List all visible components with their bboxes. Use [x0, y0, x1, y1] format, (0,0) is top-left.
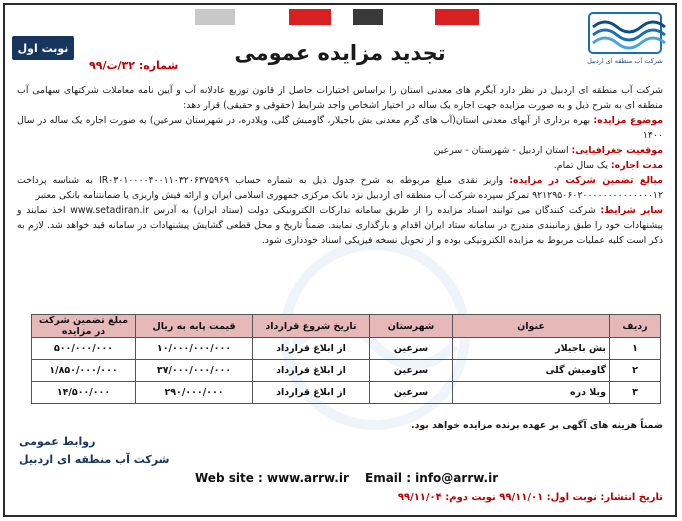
cell-start-date: از ابلاغ قرارداد — [253, 382, 370, 404]
top-bar-red-2 — [435, 9, 479, 25]
location-paragraph — [17, 143, 663, 158]
col-header-title: عنوان — [453, 315, 610, 338]
subject-text: بهره برداری از آبهای معدنی استان(آب های گرم معدنی بش باجیلار، گاومیش گلی، ویلادره، در شهرستان سرعین) به صورت اجاره یک ساله در سال ۱۴۰۰ — [17, 115, 663, 141]
page-title: تجدید مزایده عمومی — [234, 41, 446, 65]
number-label: شماره: — [138, 59, 179, 72]
cost-note: ضمناً هزینه های آگهی بر عهده برنده مزایده خواهد بود. — [411, 420, 663, 431]
website-text: Web site : www.arrw.ir — [195, 471, 349, 485]
cell-start-date: از ابلاغ قرارداد — [253, 360, 370, 382]
cell-title: گاومیش گلی — [453, 360, 610, 382]
cell-title: ویلا دره — [453, 382, 610, 404]
cell-guarantee: ۵۰۰/۰۰۰/۰۰۰ — [32, 338, 136, 360]
subject-label: موضوع مزایده: — [593, 115, 664, 126]
cell-title: بش باجیلار — [453, 338, 610, 360]
cell-city: سرعین — [370, 360, 453, 382]
cell-start-date: از ابلاغ قرارداد — [253, 338, 370, 360]
other-conditions-paragraph — [17, 203, 663, 248]
cell-city: سرعین — [370, 382, 453, 404]
col-header-start-date: تاریخ شروع قرارداد — [253, 315, 370, 338]
table-row — [32, 360, 661, 382]
other-text: شرکت کنندگان می توانند اسناد مزایده را از طریق سامانه تدارکات الکترونیکی دولت (ستاد ایران) به آدرس www.setadiran.ir اخذ نمایند و پیشنهادات خود را طبق زمانبندی مندرج در سامانه ستاد ایران اقدام و بارگذاری نمایند. ضمناً تاریخ و محل قطعی گشایش پیشنهادات در سامانه قید خواهد شد. لازم به ذکر است کلیه عملیات مربوط به مزایده الکترونیکی بوده و از تحویل نسخه فیزیکی اسناد خودداری شود. — [17, 205, 663, 246]
ad-page — [3, 3, 677, 517]
publication-dates: تاریخ انتشار: نوبت اول: ۹۹/۱۱/۰۱ نوبت دوم: ۹۹/۱۱/۰۴ — [397, 492, 663, 503]
cell-base-price: ۲۹۰/۰۰۰/۰۰۰ — [136, 382, 253, 404]
location-text: استان اردبیل - شهرستان - سرعین — [433, 145, 569, 156]
col-header-base-price: قیمت پایه به ریال — [136, 315, 253, 338]
guarantee-text: واریز نقدی مبلغ مربوطه به شرح جدول ذیل به شماره حساب IR۰۳۰۱۰۰۰۰۴۰۰۱۱۰۳۲۰۶۳۷۵۹۶۹ به شناسه پرداخت ۹۲۱۲۹۵۰۶۰۲۰۰۰۰۰۰۰۰۰۰۰۰۰۰۱۲ تمرکز سپرده شرکت آب منطقه ای اردبیل نزد بانک مرکزی جمهوری اسلامی ایران و ارائه فیش واریزی یا ضمانتنامه بانکی معتبر — [17, 175, 663, 201]
auction-items-table — [31, 314, 661, 404]
top-bar-gray — [195, 9, 235, 25]
ad-body — [17, 83, 663, 248]
cell-city: سرعین — [370, 338, 453, 360]
email-text: Email : info@arrw.ir — [365, 471, 499, 485]
cell-guarantee: ۱/۸۵۰/۰۰۰/۰۰۰ — [32, 360, 136, 382]
col-header-row-number: ردیف — [610, 315, 661, 338]
logo-company-name: شرکت آب منطقه ای اردبیل — [587, 57, 663, 65]
cell-base-price: ۱۰/۰۰۰/۰۰۰/۰۰۰ — [136, 338, 253, 360]
cell-guarantee: ۱۴/۵۰۰/۰۰۰ — [32, 382, 136, 404]
guarantee-label: مبالغ تضمین شرکت در مزایده: — [509, 175, 663, 186]
public-relations-company: شرکت آب منطقه ای اردبیل — [19, 453, 170, 466]
public-relations-label: روابط عمومی — [19, 435, 96, 448]
reference-number — [89, 59, 178, 72]
table-row — [32, 338, 661, 360]
duration-text: یک سال تمام. — [553, 160, 608, 171]
number-value: ۳۲/ت/۹۹ — [89, 59, 135, 72]
top-bar-dark — [353, 9, 383, 25]
subject-paragraph — [17, 113, 663, 143]
table-row — [32, 382, 661, 404]
top-bar-red-1 — [289, 9, 331, 25]
location-label: موقعیت جغرافیایی: — [571, 145, 663, 156]
guarantee-paragraph — [17, 173, 663, 203]
intro-paragraph: شرکت آب منطقه ای اردبیل در نظر دارد آبگرم های معدنی استان را براساس اختیارات حاصل از قانون توزیع عادلانه آب و آیین نامه معاملات شرکتهای سهامی آب منطقه ای به شرح ذیل و به صورت مزایده جهت اجاره یک ساله در اختیار اشخاص واجد شرایط (حقوقی و حقیقی) قرار دهد: — [17, 85, 663, 111]
insertion-badge: نوبت اول — [12, 36, 74, 60]
cell-row-number: ۳ — [610, 382, 661, 404]
col-header-city: شهرستان — [370, 315, 453, 338]
other-label: سایر شرایط: — [600, 205, 663, 216]
duration-paragraph — [17, 158, 663, 173]
col-header-guarantee: مبلغ تضمین شرکت در مزایده — [32, 315, 136, 338]
cell-base-price: ۳۷/۰۰۰/۰۰۰/۰۰۰ — [136, 360, 253, 382]
duration-label: مدت اجاره: — [610, 160, 663, 171]
cell-row-number: ۱ — [610, 338, 661, 360]
table-header-row — [32, 315, 661, 338]
cell-row-number: ۲ — [610, 360, 661, 382]
